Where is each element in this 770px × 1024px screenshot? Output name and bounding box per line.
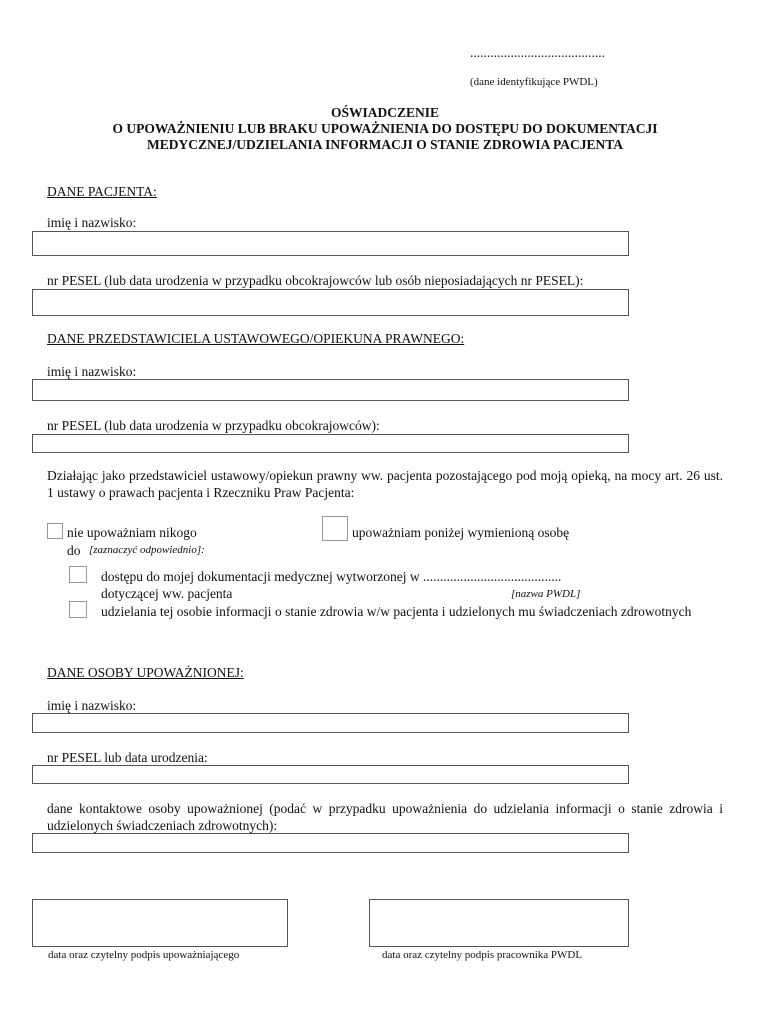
signature-box-pwdl[interactable] xyxy=(369,899,629,947)
patient-name-label: imię i nazwisko: xyxy=(47,215,137,230)
mark-hint: [zaznaczyć odpowiednio]: xyxy=(89,544,205,556)
signature-label-authorizer: data oraz czytelny podpis upoważniającego xyxy=(48,949,240,961)
signature-label-pwdl: data oraz czytelny podpis pracownika PWDL xyxy=(382,949,583,961)
representative-heading: DANE PRZEDSTAWICIELA USTAWOWEGO/OPIEKUNA PRAWNEGO: xyxy=(47,331,465,346)
signature-box-authorizer[interactable] xyxy=(32,899,288,947)
authorized-pesel-label: nr PESEL lub data urodzenia: xyxy=(47,750,208,765)
do-label: do xyxy=(67,543,81,558)
health-information-checkbox[interactable] xyxy=(69,601,87,618)
documentation-access-checkbox[interactable] xyxy=(69,566,87,583)
patient-pesel-field[interactable] xyxy=(32,289,629,316)
representative-pesel-label: nr PESEL (lub data urodzenia w przypadku obcokrajowców): xyxy=(47,418,380,433)
documentation-access-label: dostępu do mojej dokumentacji medycznej wytworzonej w ......................................... xyxy=(101,569,562,584)
patient-heading: DANE PACJENTA: xyxy=(47,184,157,199)
patient-pesel-label: nr PESEL (lub data urodzenia w przypadku obcokrajowców lub osób nieposiadających nr PESEL): xyxy=(47,273,584,288)
no-authorization-checkbox[interactable] xyxy=(47,523,63,539)
representative-name-label: imię i nazwisko: xyxy=(47,364,137,379)
representative-pesel-field[interactable] xyxy=(32,434,629,453)
authorized-contact-label: dane kontaktowe osoby upoważnionej (podać w przypadku upoważnienia do udzielania informacji o stanie zdrowia i udzielonych świadczeniach zdrowotnych): xyxy=(47,801,723,833)
patient-name-field[interactable] xyxy=(32,231,629,256)
identifier-dots: ........................................ xyxy=(470,45,605,60)
authorization-checkbox[interactable] xyxy=(322,516,348,541)
no-authorization-label: nie upoważniam nikogo xyxy=(67,525,197,540)
document-title: OŚWIADCZENIE xyxy=(330,105,440,120)
identifier-label: (dane identyfikujące PWDL) xyxy=(470,76,598,88)
health-information-label: udzielania tej osobie informacji o stanie zdrowia w/w pacjenta i udzielonych mu świadczeniach zdrowotnych xyxy=(101,604,692,619)
documentation-access-label-line2: dotyczącej ww. pacjenta xyxy=(101,586,233,601)
authorized-heading: DANE OSOBY UPOWAŻNIONEJ: xyxy=(47,665,244,680)
document-title-line3: MEDYCZNEJ/UDZIELANIA INFORMACJI O STANIE ZDROWIA PACJENTA xyxy=(147,137,623,152)
authorized-name-field[interactable] xyxy=(32,713,629,733)
authorization-label: upoważniam poniżej wymienioną osobę xyxy=(352,525,570,540)
representative-name-field[interactable] xyxy=(32,379,629,401)
authorized-contact-field[interactable] xyxy=(32,833,629,853)
authorized-pesel-field[interactable] xyxy=(32,765,629,784)
document-title-line2: O UPOWAŻNIENIU LUB BRAKU UPOWAŻNIENIA DO DOSTĘPU DO DOKUMENTACJI xyxy=(112,121,658,136)
statement-text: Działając jako przedstawiciel ustawowy/opiekun prawny ww. pacjenta pozostającego pod moją opieką, na mocy art. 26 ust. 1 ustawy o prawach pacjenta i Rzeczniku Praw Pacjenta: xyxy=(47,468,723,500)
authorized-name-label: imię i nazwisko: xyxy=(47,698,137,713)
pwdl-name-hint: [nazwa PWDL] xyxy=(511,588,581,600)
